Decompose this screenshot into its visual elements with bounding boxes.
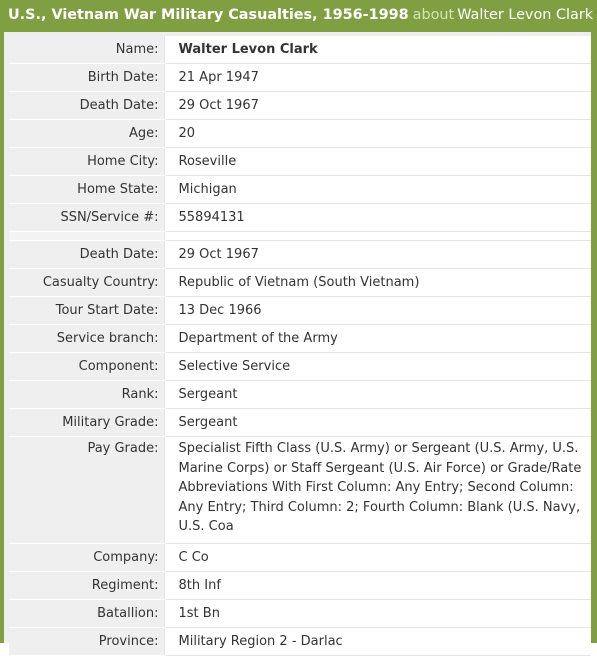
table-row: [9, 269, 591, 297]
section-spacer: [9, 232, 591, 241]
table-row: [9, 36, 591, 64]
table-row: [9, 241, 591, 269]
table-row: [9, 120, 591, 148]
field-value: Sergeant: [164, 409, 591, 437]
field-label: Death Date:: [9, 241, 164, 269]
field-value: 21 Apr 1947: [164, 64, 591, 92]
field-label: Regiment:: [9, 571, 164, 599]
table-row: [9, 353, 591, 381]
field-value: 29 Oct 1967: [164, 92, 591, 120]
field-label: Component:: [9, 353, 164, 381]
field-value: Republic of Vietnam (South Vietnam): [164, 269, 591, 297]
record-panel: [4, 32, 591, 649]
field-value: 20: [164, 120, 591, 148]
record-header: [0, 0, 597, 32]
field-value: 55894131: [164, 204, 591, 232]
field-value: Michigan: [164, 176, 591, 204]
field-value: 29 Oct 1967: [164, 241, 591, 269]
field-value: Military Region 2 - Darlac: [164, 627, 591, 655]
field-value: C Co: [164, 543, 591, 571]
table-row: [9, 437, 591, 544]
field-label: Birth Date:: [9, 64, 164, 92]
field-label: Pay Grade:: [9, 437, 164, 544]
field-label: Death Date:: [9, 92, 164, 120]
table-row: [9, 148, 591, 176]
field-label: Military Grade:: [9, 409, 164, 437]
field-label: Company:: [9, 543, 164, 571]
spacer-cell: [164, 232, 591, 241]
table-row: [9, 627, 591, 655]
field-value: 1st Bn: [164, 599, 591, 627]
table-row: [9, 381, 591, 409]
field-label: SSN/Service #:: [9, 204, 164, 232]
field-label: Rank:: [9, 381, 164, 409]
table-row: [9, 204, 591, 232]
table-row: [9, 92, 591, 120]
table-row: [9, 543, 591, 571]
field-label: Home City:: [9, 148, 164, 176]
field-value: Department of the Army: [164, 325, 591, 353]
field-label: Age:: [9, 120, 164, 148]
field-label: Tour Start Date:: [9, 297, 164, 325]
table-row: [9, 325, 591, 353]
field-value: Selective Service: [164, 353, 591, 381]
table-row: [9, 409, 591, 437]
table-row: [9, 64, 591, 92]
spacer-cell: [9, 232, 164, 241]
field-value: 8th Inf: [164, 571, 591, 599]
field-value: Sergeant: [164, 381, 591, 409]
person-name-title: Walter Levon Clark: [457, 7, 594, 23]
field-label: Casualty Country:: [9, 269, 164, 297]
field-label: Batallion:: [9, 599, 164, 627]
field-label: Home State:: [9, 176, 164, 204]
field-value: Walter Levon Clark: [164, 36, 591, 64]
table-row: [9, 176, 591, 204]
about-text: about: [412, 7, 455, 23]
table-row: [9, 571, 591, 599]
table-row: [9, 297, 591, 325]
field-label: Service branch:: [9, 325, 164, 353]
record-table: [9, 36, 591, 656]
field-value: 13 Dec 1966: [164, 297, 591, 325]
collection-title[interactable]: U.S., Vietnam War Military Casualties, 1956-1998: [8, 7, 409, 23]
table-row: [9, 599, 591, 627]
field-label: Province:: [9, 627, 164, 655]
field-value: Roseville: [164, 148, 591, 176]
field-value: Specialist Fifth Class (U.S. Army) or Sergeant (U.S. Army, U.S. Marine Corps) or Staff Sergeant (U.S. Air Force) or Grade/Rate Abbreviations With First Column: Any Entry; Second Column: Any Entry; Third Column: 2; Fourth Column: Blank (U.S. Navy, U.S. Coa: [164, 437, 591, 544]
field-label: Name:: [9, 36, 164, 64]
